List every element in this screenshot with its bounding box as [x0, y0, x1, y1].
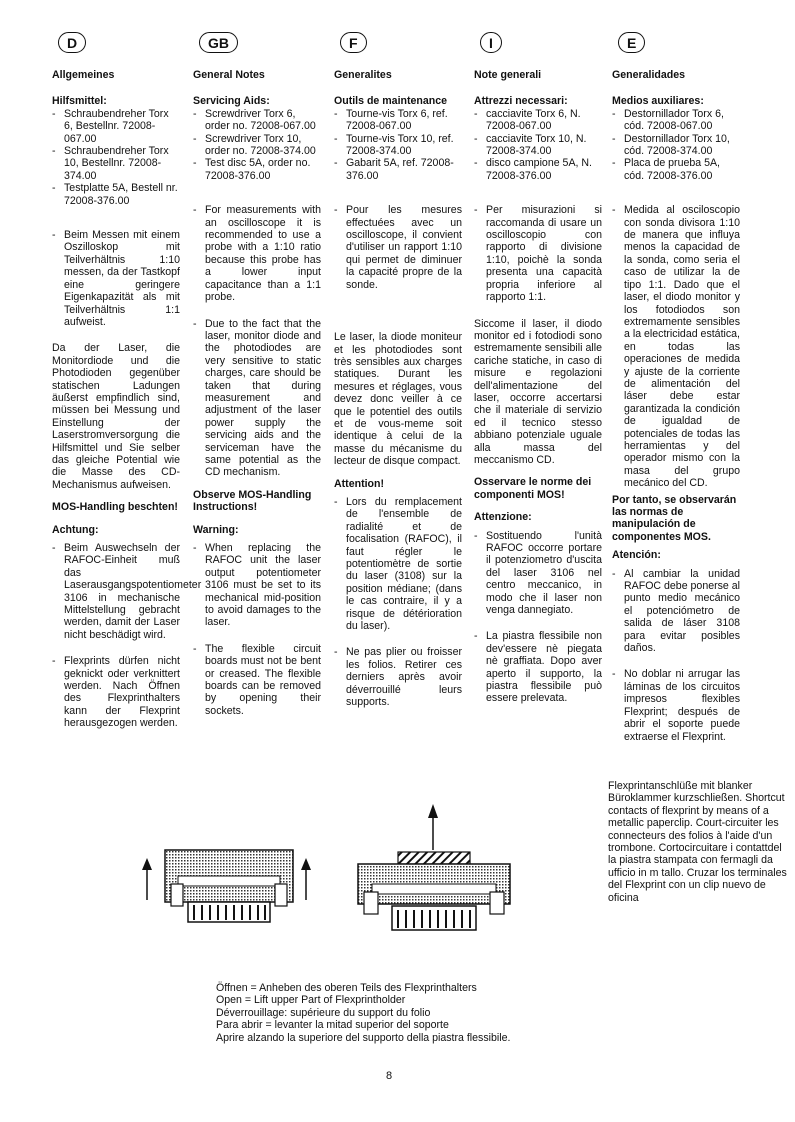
- warning-item: - La piastra flessibile non dev'essere nè piegata nè graffiata. Dopo aver aperto il supporto, la piastra flessibile può essere prelevata.: [474, 630, 602, 704]
- aids-heading: Attrezzi necessari:: [474, 95, 568, 108]
- aids-heading: Servicing Aids:: [193, 95, 270, 108]
- warning-heading: Attenzione:: [474, 511, 532, 524]
- short-circuit-note: Flexprintanschlüße mit blanker Büroklammer kurzschließen. Shortcut contacts of flexprint by means of a metallic paperclip. Court-circuiter les connecteurs des folios à l'aide d'un trombone. Cortocircuitare i contattdel la piastra stampata con fermagli da ufficio in m tallo. Cruzar los terminales del Flexprint con un clip nuevo de oficina: [608, 780, 787, 904]
- language-badge: F: [340, 32, 367, 53]
- aids-item: - cacciavite Torx 10, N. 72008-374.00: [474, 133, 602, 158]
- caption-line: Öffnen = Anheben des oberen Teils des Flexprinthalters: [216, 982, 477, 994]
- laser-note: Siccome il laser, il diodo monitor ed i fotodiodi sono estremamente sensibili alle cariche statiche, in caso di misure e regolazioni dell'alimentazione del laser, occorre accertarsi che il materiale di servizio ed il tecnico stesso abbiano potenziale uguale alla massa del meccanismo CD.: [474, 317, 602, 466]
- page-number: 8: [386, 1070, 393, 1082]
- aids-item: - Tourne-vis Torx 6, ref. 72008-067.00: [334, 108, 462, 133]
- aids-list: [52, 108, 180, 207]
- section-heading: General Notes: [193, 69, 265, 81]
- column-it: [474, 32, 602, 705]
- aids-item: - Screwdriver Torx 6, order no. 72008-067.00: [193, 108, 321, 133]
- measure-note: - Per misurazioni si raccomanda di usare un oscilloscopio con rapporto di divisione 1:10, poichè la sonda presenta una capacità propria inferiore al rapporto 1:1.: [474, 204, 602, 303]
- measure-note: - Beim Messen mit einem Oszilloskop mit Teilverhältnis 1:10 messen, da der Tastkopf eine geringere Eigenkapazität als mit Teilverhältnis 1:1 aufweist.: [52, 229, 180, 328]
- mos-heading: Observe MOS-Handling Instructions!: [193, 488, 312, 514]
- aids-item: - cacciavite Torx 6, N. 72008-067.00: [474, 108, 602, 133]
- column-de: [52, 32, 202, 730]
- column-fr: [334, 32, 462, 708]
- laser-note: Da der Laser, die Monitordiode und die Photodioden gegenüber statischen Ladungen äußerst empfindlich sind, müssen bei Messung und Einstellung der Laserstromversorgung die Hilfsmittel und Sie selber das gleiche Potential wie die Masse des CD-Mechanismus aufweisen.: [52, 342, 180, 491]
- section-heading: Allgemeines: [52, 69, 115, 81]
- column-es: [612, 32, 740, 743]
- warning-item: - Beim Auswechseln der RAFOC-Einheit muß das Laserausgangspotentiometer 3106 in mechanische Mittelstellung gebracht werden, damit der Laser nicht beschädigt wird.: [52, 542, 180, 641]
- aids-list: [474, 108, 602, 182]
- flexprint-holder-diagram: [130, 800, 520, 960]
- caption-line: Para abrir = levanter la mitad superior del soporte: [216, 1019, 449, 1032]
- measure-note: - Pour les mesures effectuées avec un oscilloscope, il convient d'utiliser un rapport 1:10 qui permet de diminuer la capacité propre de la sonde.: [334, 204, 462, 291]
- mos-heading: Osservare le norme dei componenti MOS!: [474, 476, 592, 501]
- warning-item: - Ne pas plier ou froisser les folios. Retirer ces derniers après avoir déverrouillé leurs supports.: [334, 646, 462, 708]
- section-heading: Generalidades: [612, 69, 686, 81]
- caption-line: Open = Lift upper Part of Flexprintholder: [216, 994, 406, 1007]
- measure-note: - For measurements with an oscilloscope it is recommended to use a probe with a 1:10 ratio because this probe has a lower input capacitance than a 1:1 probe.: [193, 204, 321, 303]
- mos-heading: Attention!: [334, 477, 385, 490]
- mos-heading: Por tanto, se observarán las normas de manipulación de componentes MOS.: [612, 493, 737, 543]
- closed-holder-icon: [142, 850, 311, 922]
- laser-note: - Due to the fact that the laser, monitor diode and the photodiodes are very sensitive to static charges, care should be taken that during measurement and adjustment of the laser power supply the servicing aids and the serviceman have the same potential as the CD mechanism.: [193, 318, 321, 479]
- aids-item: - Schraubendreher Torx 10, Bestellnr. 72008-374.00: [52, 145, 180, 182]
- warning-heading: Warning:: [193, 523, 239, 536]
- aids-item: - Testplatte 5A, Bestell nr. 72008-376.00: [52, 182, 180, 207]
- warning-item: - No doblar ni arrugar las láminas de los circuitos impresos flexibles Flexprint; después de abrir el soporte puede extraerse el Flexprint.: [612, 668, 740, 742]
- aids-item: - Tourne-vis Torx 10, ref. 72008-374.00: [334, 133, 462, 158]
- mos-heading: MOS-Handling beschten!: [52, 501, 178, 514]
- language-badge: D: [58, 32, 86, 53]
- language-badge: I: [480, 32, 502, 53]
- language-badge: GB: [199, 32, 238, 53]
- warning-item: - The flexible circuit boards must not be bent or creased. The flexible boards can be removed by opening their sockets.: [193, 643, 321, 717]
- aids-item: - disco campione 5A, N. 72008-376.00: [474, 157, 602, 182]
- aids-item: - Test disc 5A, order no. 72008-376.00: [193, 157, 321, 182]
- warning-item: - Lors du remplacement de l'ensemble de radialité et de focalisation (RAFOC), il faut régler le potentiomètre de sortie du laser (3108) sur la position médiane; (dans le cas contraire, il y a risque de détérioration du laser).: [334, 496, 462, 632]
- warning-item: - Sostituendo l'unità RAFOC occorre portare il potenziometro d'uscita del laser 3106 nel centro meccanico, in modo che il laser non venga dannegiato.: [474, 530, 602, 617]
- aids-item: - Destornillador Torx 6, cód. 72008-067.00: [612, 108, 740, 133]
- language-badge: E: [618, 32, 645, 53]
- warning-item: - When replacing the RAFOC unit the laser output potentiometer 3106 must be set to its mechanical mid-position to avoid damages to the laser.: [193, 542, 321, 629]
- column-gb: [193, 32, 321, 717]
- aids-item: - Schraubendreher Torx 6, Bestellnr. 72008-067.00: [52, 108, 180, 145]
- warning-heading: Achtung:: [52, 523, 99, 536]
- aids-list: [334, 108, 462, 182]
- aids-item: - Screwdriver Torx 10, order no. 72008-374.00: [193, 133, 321, 158]
- laser-note: Le laser, la diode moniteur et les photodiodes sont très sensibles aux charges statiques. Durant les mesures et réglages, vous devez donc veiller à ce que le potentiel des outils et de vous-meme soit identique à celui de la masse du mécanisme du lecteur de disque compact.: [334, 331, 462, 468]
- open-holder-icon: [358, 804, 510, 930]
- aids-heading: Medios auxiliares:: [612, 95, 704, 108]
- figure-caption: [216, 982, 516, 1044]
- measure-note: - Medida al osciloscopio con sonda divisora 1:10 de manera que influya menos la capacidad de la sonda, como seria el caso de utilizar la de tipo 1:1. Dado que el laser, el diodo monitor y los fotodiodos son extremamente sensibles a la electricidad estática, en todas las operaciones de medida y ajuste de la corriente de alimentación del láser debe estar garantizada la condición de igualdad de potenciales de todas las herramientas y del operador mismo con la masa del grupo mecánico del CD.: [612, 204, 740, 489]
- aids-item: - Placa de prueba 5A, cód. 72008-376.00: [612, 157, 740, 182]
- section-heading: Note generali: [474, 69, 542, 81]
- warning-heading: Atención:: [612, 549, 661, 562]
- warning-item: - Al cambiar la unidad RAFOC debe ponerse al punto medio mecánico el potenciómetro de salida de láser 3108 para evitar posibles daños.: [612, 568, 740, 655]
- aids-item: - Destornillador Torx 10, cód. 72008-374.00: [612, 133, 740, 158]
- aids-list: [612, 108, 740, 182]
- aids-heading: Hilfsmittel:: [52, 95, 107, 108]
- section-heading: Generalites: [334, 69, 392, 81]
- aids-item: - Gabarit 5A, ref. 72008-376.00: [334, 157, 462, 182]
- aids-heading: Outils de maintenance: [334, 95, 448, 108]
- caption-line: Déverrouillage: supérieure du support du folio: [216, 1006, 431, 1019]
- warning-item: - Flexprints dürfen nicht geknickt oder verknittert werden. Nach Öffnen des Flexprinthalters kann der Flexprint herausgezogen werden.: [52, 655, 180, 729]
- caption-line: Aprire alzando la superiore del supporto della piastra flessibile.: [216, 1031, 511, 1044]
- aids-list: [193, 108, 321, 182]
